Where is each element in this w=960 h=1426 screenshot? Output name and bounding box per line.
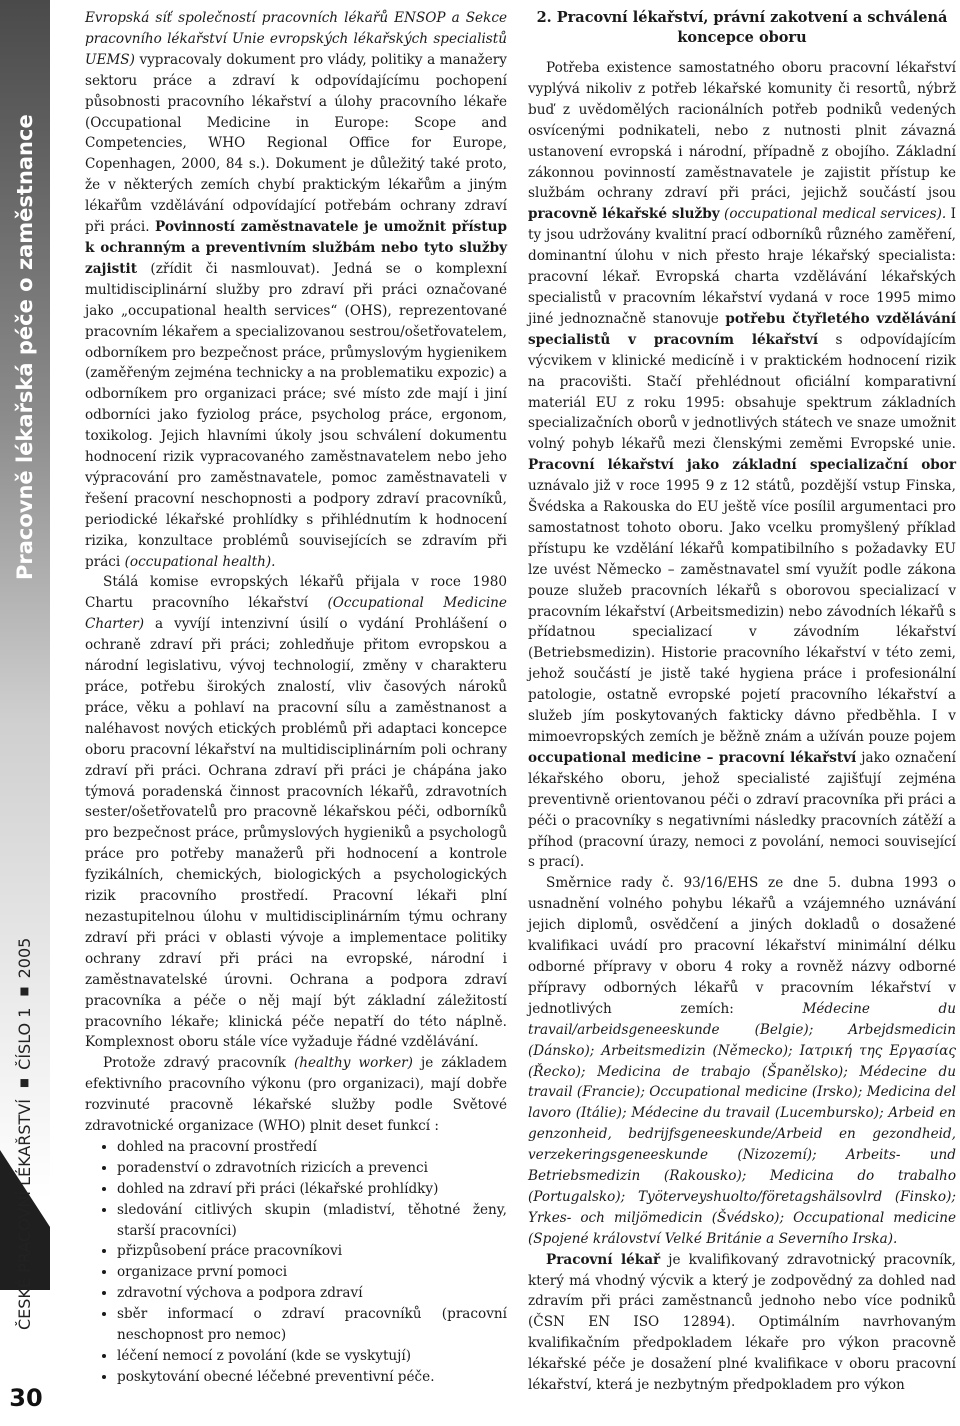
paragraph	[85, 1053, 507, 1137]
text-span: (occupational health).	[124, 553, 276, 570]
text-span: Povinností zaměstnavatele je umožnit přístup k ochranným a preventivním službám nebo tyto služby zajistit	[85, 219, 508, 277]
text-span: I ty jsou udržovány kvalitní prací odborníků různého zaměření, dominantní úlohu v nich přesto hraje lékařský specialista: pracovní lékař. Evropská charta vzdělávání lékařských specialistů v pracovním lékařství vydaná v roce 1995 mimo jiné jednoznačně stanovuje	[528, 206, 956, 327]
list-item: • přizpůsobení práce pracovníkovi	[117, 1241, 507, 1262]
text-span: pracovně lékařské služby	[528, 206, 720, 223]
text-span: Stálá komise evropských lékařů přijala v roce 1980 Chartu pracovního lékařství	[85, 574, 507, 612]
paragraph	[85, 8, 507, 572]
page-number: 30	[9, 1384, 43, 1412]
text-span: (healthy worker)	[293, 1055, 413, 1072]
text-span: s odpovídajícím výcvikem v klinické medicíně i v praktickém hodnocení rizik na pracovišti. Stačí přehlédnout oficiální komparativní materiál EU z roku 1995: obsahuje spektrum základních specializačních oborů v jednotlivých státech ve snaze umožnit volný pohyb lékařů mezi členskými zeměmi Evropské unie.	[528, 331, 956, 453]
running-title: Pracovně lékařská péče o zaměstnance	[13, 114, 37, 580]
functions-list	[85, 1137, 507, 1388]
text-span: Protože zdravý pracovník	[103, 1055, 294, 1072]
left-column	[85, 8, 507, 1388]
paragraph	[528, 1250, 956, 1396]
sidebar	[0, 0, 50, 1426]
text-span: (zřídit či nasmlouvat). Jedná se o komplexní multidisciplinární služby pro zdraví při práci označované jako „occupational health services“ (OHS), reprezentované pracovním lékařem a specializovanou sestrou/ošetřovatelem, odborníkem pro bezpečnost práce, průmyslovým hygienikem (zaměřeným zejména technicky a na problematiku expozic) a odborníkem pro organizaci práce; své místo zde mají i jiní odborníci jako fyziolog práce, psycholog práce, ergonom, toxikolog. Jejich hlavními úkoly jsou schválení dokumentu hodnocení rizik vypracovaného zaměstnavatelem nebo jeho výpracování pro zaměstnavatele, pomoc zaměstnavateli v řešení pracovní neschopnosti a podpory zdraví pracovníků, periodické lékařské prohlídky s přihlédnutím k hodnocení rizika, konzultace problémů souvisejících se zdravím při práci	[85, 260, 507, 570]
text-span: uznávalo již v roce 1995 9 z 12 států, pozdější vstup Finska, Švédska a Rakouska do EU ještě více posílil argumentaci pro samostatnost tohoto oboru. Jako vcelku promyšlený příklad přístupu ke vzdělání lékařů kompatibilního s požadavky EU lze uvést Německo – zaměstnavatel smí využít podle zákona pouze služeb pracovních lékařů s oborovou specializací v pracovním lékařství (Arbeitsmedizin) nebo závodních lékařů s přídatnou specializací v závodním lékařství (Betriebsmedizin). Historie pracovního lékařství v této zemi, jehož součástí je jistě také hygiena práce i profesionální patologie, ostatně evropské pojetí pracovního lékařství a služeb jím poskytovaných fakticky dávno předběhla. I v mimoevropských zemích je běžně znám a užíván pouze pojem	[528, 478, 956, 745]
list-item: • organizace první pomoci	[117, 1262, 507, 1283]
journal-issue: ČESKÉ PRACOVNÍ LÉKAŘSTVÍ ▪ ČÍSLO 1 ▪ 2005	[15, 937, 34, 1330]
list-item: • poskytování obecné léčebné preventivní péče.	[117, 1367, 507, 1388]
text-span: vypracovaly dokument pro vlády, politiky a manažery sektoru práce a zdraví k odpovídajícímu pochopení působnosti pracovního lékařství a úlohy pracovního lékaře (Occupational Medicine in Europe: Scope and Competencies, WHO Regional Office for Europe, Copenhagen, 2000, 84 s.). Dokument je důležitý také proto, že v některých zemích chybí praktickým lékařům a jiným lékařům vzdělávání odpovídající potřebám ochrany zdraví při práci.	[85, 51, 507, 236]
list-item: • poradenství o zdravotních rizicích a prevenci	[117, 1158, 507, 1179]
text-span: Potřeba existence samostatného oboru pracovní lékařství vyplývá nikoliv z potřeb lékařské komunity či resortů, nýbrž buď z uvědomělých racionálních potřeb podniků vedených osvícenými podnikateli, nebo z nutnosti plnit závazná ustanovení evropská i národní, případně z obojího. Základní zákonnou povinností zaměstnavatele je zajistit přístup ke službám ochrany zdraví při práci, jejichž součástí jsou	[528, 60, 956, 202]
text-span: (occupational medical services).	[719, 206, 947, 223]
text-span: Médecine du travail/arbeidsgeneeskunde (Belgie); Arbejdsmedicin (Dánsko); Arbeitsmedizin (Německo); Ιατρική της Εργασίας (Řecko); Medicina de trabajo (Španělsko); Médecine du travail (Francie); Occupational medicine (Irsko); Medicina del lavoro (Itálie); Médecine du travail (Lucembursko); Arbeid en genzonheid, bedrijfsgeneeskunde/Arbeid en gezondheid, verzekeringsgeneeskunde (Nizozemí); Arbeits- und Betriebsmedizin (Rakousko); Medicina do trabalho (Portugalsko); Työterveyshuolto/företagshälsovlrd (Finsko); Yrkes- och miljömedicin (Švédsko); Occupational medicine (Spojené království Velké Británie a Severního Irska).	[528, 1000, 956, 1247]
text-span: jako označení lékařského oboru, jehož specialisté zajišťují zejména preventivně orientovanou péči o zdraví pracovníka při práci a péči o pracovníky s negativními následky pracovních zátěží a příhod (pracovní úrazy, nemoci z povolání, nemoci související s prací).	[528, 749, 956, 871]
text-span: je základem efektivního pracovního výkonu (pro organizaci), mají dobře rozvinuté pracovně lékařské služby podle Světové zdravotnické organizace (WHO) plnit deset funkcí :	[85, 1055, 507, 1135]
text-span: occupational medicine – pracovní lékařství	[528, 749, 857, 766]
list-item: • sběr informací o zdraví pracovníků (pracovní neschopnost pro nemoc)	[117, 1304, 507, 1346]
list-item: • zdravotní výchova a podpora zdraví	[117, 1283, 507, 1304]
paragraph	[528, 58, 956, 873]
list-item: • sledování citlivých skupin (mladiství, těhotné ženy, starší pracovníci)	[117, 1200, 507, 1242]
right-column	[528, 8, 956, 1396]
list-item: • dohled na pracovní prostředí	[117, 1137, 507, 1158]
text-span: Směrnice rady č. 93/16/EHS ze dne 5. dubna 1993 o usnadnění volného pohybu lékařů a vzájemného uznávání jejich diplomů, osvědčení a jiných dokladů o dosažené kvalifikaci uvádí pro pracovní lékařství minimální délku odborné přípravy v oboru 4 roky a rovněž názvy odborné přípravy odborných lékařů v pracovním lékařství v jednotlivých zemích:	[528, 875, 956, 1017]
paragraph	[85, 572, 507, 1053]
text-span: (Occupational Medicine Charter)	[85, 595, 507, 633]
text-span: Pracovní lékařství jako základní specializační obor	[528, 457, 956, 474]
section-heading: 2. Pracovní lékařství, právní zakotvení a schválená koncepce oboru	[536, 9, 948, 46]
text-span: Evropská síť společností pracovních lékařů ENSOP a Sekce pracovního lékařství Unie evropských lékařských specialistů UEMS)	[85, 10, 507, 68]
text-span: Pracovní lékař	[546, 1251, 661, 1268]
paragraph	[528, 873, 956, 1249]
list-item: • léčení nemocí z povolání (kde se vyskytují)	[117, 1346, 507, 1367]
text-span: a vyvíjí intenzivní úsilí o vydání Prohlášení o ochraně zdraví při práci; zohledňuje přitom evropskou a národní legislativu, vývoj technologií, změny v charakteru práce, potřebu širokých znalostí, vliv časových nároků práce, věku a pohlaví na pracovní sílu a zaměstnanost a naléhavost nových etických problémů při adaptaci koncepce oboru pracovní lékařství na multidisciplinárním poli ochrany zdraví při práci. Ochrana zdraví při práci je chápána jako týmová poradenská činnost pracovních lékařů, zdravotních sester/ošetřovatelů pro pracovně lékařskou péči, odborníků pro bezpečnost práce, průmyslových hygieniků a psychologů práce pro potřeby manažerů při hodnocení a kontrole fyzikálních, chemických, biologických a psychologických rizik pracovního prostředí. Pracovní lékaři plní nezastupitelnou úlohu v multidisciplinárním týmu ochrany zdraví při práci v oblasti vývoje a implementace politiky ochrany zdraví při práci na evropské, národní i zaměstnavatelské úrovni. Ochrana a podpora zdraví pracovníka a péče o něj mají být základní záležitostí pracovního lékaře; klinická péče nepatří do této náplně. Komplexnost oboru stále více vyžaduje řádné vzdělávání.	[85, 616, 507, 1051]
text-span: potřebu čtyřletého vzdělávání specialistů v pracovním lékařství	[528, 310, 956, 348]
list-item: • dohled na zdraví při práci (lékařské prohlídky)	[117, 1179, 507, 1200]
text-span: je kvalifikovaný zdravotnický pracovník, který má vhodný výcvik a který je zodpovědný za dohled nad zdravím při práci zaměstnanců jednoho nebo více podniků (ČSN EN ISO 12894). Optimálním navrhovaným kvalifikačním předpokladem lékaře pro výkon pracovně lékařské péče je dosažení plné kvalifikace v oboru pracovní lékařství, která je nezbytným předpokladem pro výkon	[528, 1251, 956, 1394]
